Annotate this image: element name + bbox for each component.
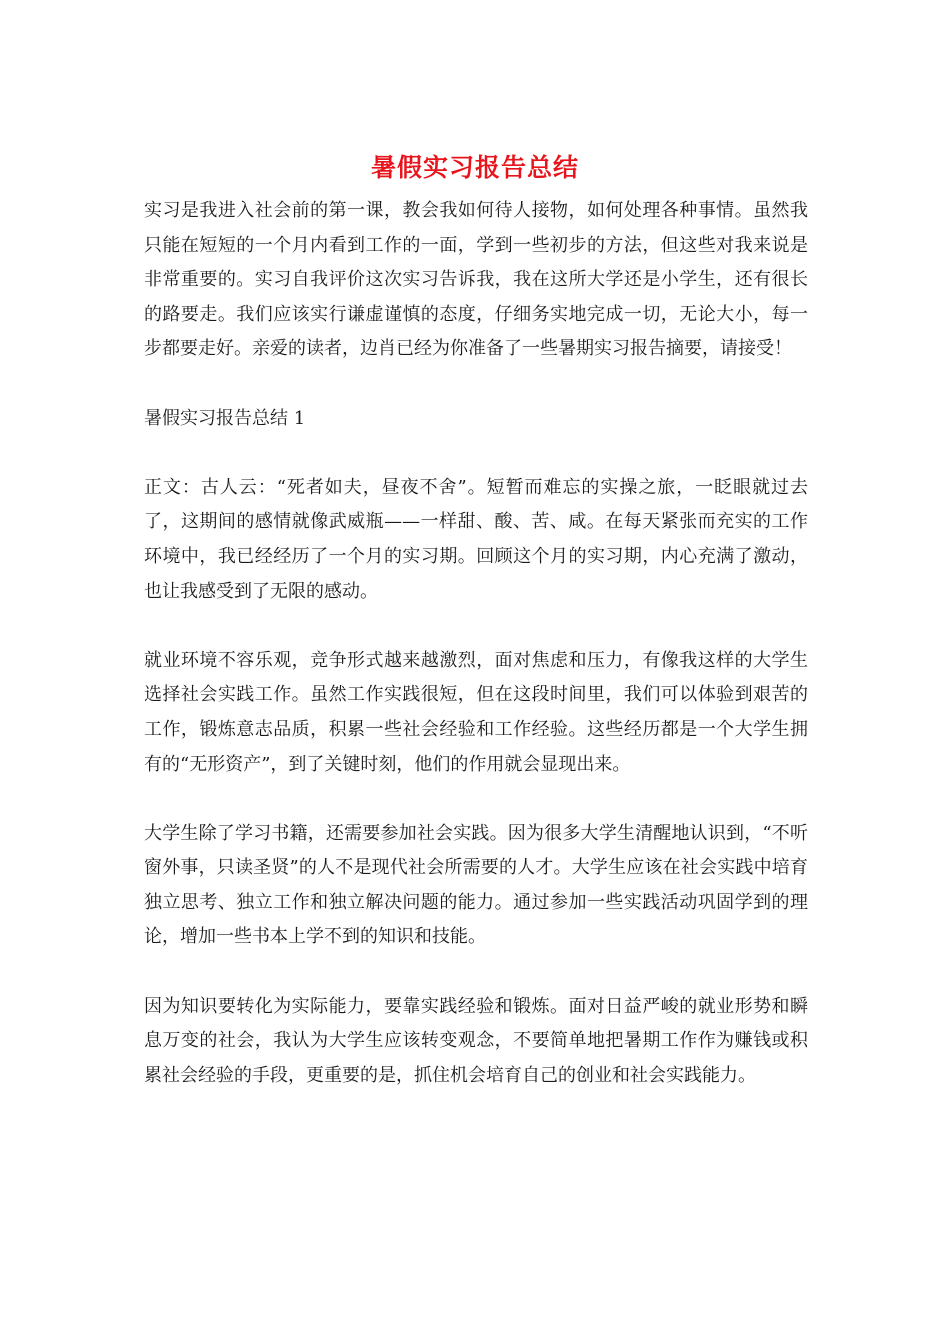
document-body: [144, 194, 808, 1128]
document-title: 暑假实习报告总结: [370, 153, 579, 182]
intro-paragraph: 实习是我进入社会前的第一课，教会我如何待人接物，如何处理各种事情。虽然我只能在短短的一个月内看到工作的一面，学到一些初步的方法，但这些对我来说是非常重要的。实习自我评价这次实习告诉我，我在这所大学还是小学生，还有很长的路要走。我们应该实行谦虚谨慎的态度，仔细务实地完成一切，无论大小，每一步都要走好。亲爱的读者，边肖已经为你准备了一些暑期实习报告摘要，请接受！: [144, 200, 808, 360]
body-paragraph-3: 大学生除了学习书籍，还需要参加社会实践。因为很多大学生清醒地认识到，“不听窗外事，只读圣贤”的人不是现代社会所需要的人才。大学生应该在社会实践中培育独立思考、独立工作和独立解决问题的能力。通过参加一些实践活动巩固学到的理论，增加一些书本上学不到的知识和技能。: [144, 822, 808, 948]
section-heading: 暑假实习报告总结 1: [144, 407, 306, 429]
body-paragraph-2: 就业环境不容乐观，竞争形式越来越激烈，面对焦虑和压力，有像我这样的大学生选择社会实践工作。虽然工作实践很短，但在这段时间里，我们可以体验到艰苦的工作，锻炼意志品质，积累一些社会经验和工作经验。这些经历都是一个大学生拥有的“无形资产”，到了关键时刻，他们的作用就会显现出来。: [144, 649, 808, 775]
body-paragraph-4: 因为知识要转化为实际能力，要靠实践经验和锻炼。面对日益严峻的就业形势和瞬息万变的社会，我认为大学生应该转变观念，不要简单地把暑期工作作为赚钱或积累社会经验的手段，更重要的是，抓住机会培育自己的创业和社会实践能力。: [144, 995, 808, 1086]
body-paragraph-1: 正文：古人云：“死者如夫，昼夜不舍”。短暂而难忘的实操之旅，一眨眼就过去了，这期间的感情就像武威瓶——一样甜、酸、苦、咸。在每天紧张而充实的工作环境中，我已经经历了一个月的实习期。回顾这个月的实习期，内心充满了激动，也让我感受到了无限的感动。: [144, 476, 808, 602]
